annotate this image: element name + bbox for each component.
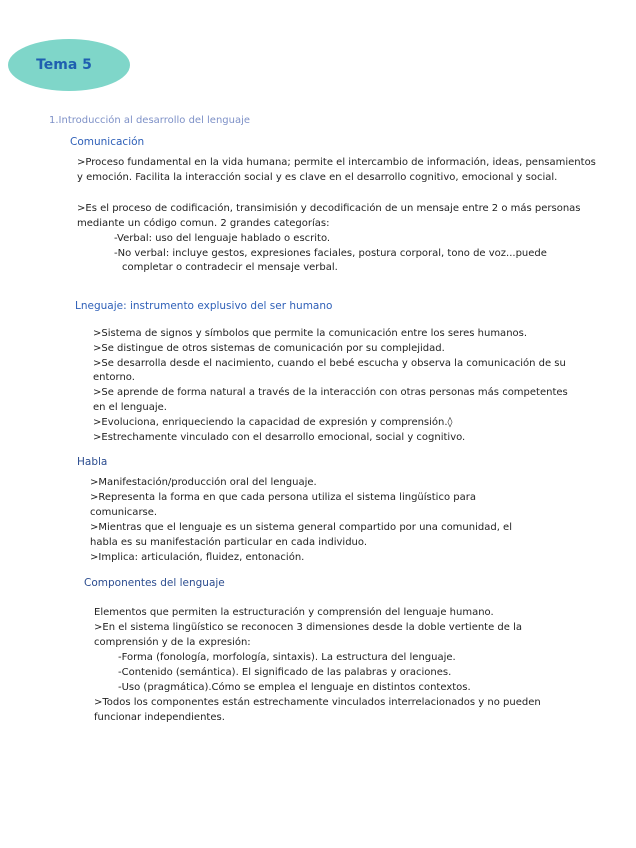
componentes-line: -Forma (fonología, morfología, sintaxis). La estructura del lenguaje. <box>118 652 456 663</box>
comunicacion-line: y emoción. Facilita la interacción social y es clave en el desarrollo cognitivo, emocional y social. <box>77 172 558 183</box>
lenguaje-line: >Estrechamente vinculado con el desarrollo emocional, social y cognitivo. <box>93 432 466 443</box>
lenguaje-line: en el lenguaje. <box>93 402 167 413</box>
page-title: Tema 5 <box>36 57 92 73</box>
lenguaje-heading: Lneguaje: instrumento explusivo del ser humano <box>75 300 333 312</box>
lenguaje-line: >Se distingue de otros sistemas de comunicación por su complejidad. <box>93 343 445 354</box>
lenguaje-line: >Sistema de signos y símbolos que permite la comunicación entre los seres humanos. <box>93 328 528 339</box>
lenguaje-line: entorno. <box>93 372 135 383</box>
habla-heading: Habla <box>77 456 108 468</box>
comunicacion-line: completar o contradecir el mensaje verbal. <box>122 262 338 273</box>
comunicacion-line: -Verbal: uso del lenguaje hablado o escrito. <box>114 233 331 244</box>
componentes-line: Elementos que permiten la estructuración y comprensión del lenguaje humano. <box>94 607 494 618</box>
comunicacion-line: mediante un código comun. 2 grandes categorías: <box>77 218 330 229</box>
comunicacion-line: >Proceso fundamental en la vida humana; permite el intercambio de información, ideas, pensamientos <box>77 157 596 168</box>
lenguaje-line: >Evoluciona, enriqueciendo la capacidad de expresión y comprensión.◊ <box>93 417 453 428</box>
componentes-heading: Componentes del lenguaje <box>84 577 225 589</box>
componentes-line: comprensión y de la expresión: <box>94 637 251 648</box>
componentes-line: -Contenido (semántica). El significado de las palabras y oraciones. <box>118 667 452 678</box>
comunicacion-heading: Comunicación <box>70 136 145 148</box>
lenguaje-line: >Se aprende de forma natural a través de la interacción con otras personas más competentes <box>93 387 568 398</box>
title-badge <box>8 39 130 91</box>
habla-line: >Implica: articulación, fluidez, entonación. <box>90 552 305 563</box>
habla-line: >Representa la forma en que cada persona utiliza el sistema lingüístico para <box>90 492 476 503</box>
componentes-line: >Todos los componentes están estrechamente vinculados interrelacionados y no pueden <box>94 697 541 708</box>
habla-line: habla es su manifestación particular en cada individuo. <box>90 537 368 548</box>
comunicacion-line: >Es el proceso de codificación, transimisión y decodificación de un mensaje entre 2 o más personas <box>77 203 581 214</box>
componentes-line: -Uso (pragmática).Cómo se emplea el lenguaje en distintos contextos. <box>118 682 471 693</box>
habla-line: >Manifestación/producción oral del lenguaje. <box>90 477 317 488</box>
componentes-line: >En el sistema lingüístico se reconocen 3 dimensiones desde la doble vertiente de la <box>94 622 523 633</box>
componentes-line: funcionar independientes. <box>94 712 225 723</box>
habla-line: >Mientras que el lenguaje es un sistema general compartido por una comunidad, el <box>90 522 512 533</box>
habla-line: comunicarse. <box>90 507 158 518</box>
comunicacion-line: -No verbal: incluye gestos, expresiones faciales, postura corporal, tono de voz...puede <box>114 248 547 259</box>
lenguaje-line: >Se desarrolla desde el nacimiento, cuando el bebé escucha y observa la comunicación de su <box>93 358 566 369</box>
section-heading: 1.Introducción al desarrollo del lenguaje <box>49 115 251 126</box>
